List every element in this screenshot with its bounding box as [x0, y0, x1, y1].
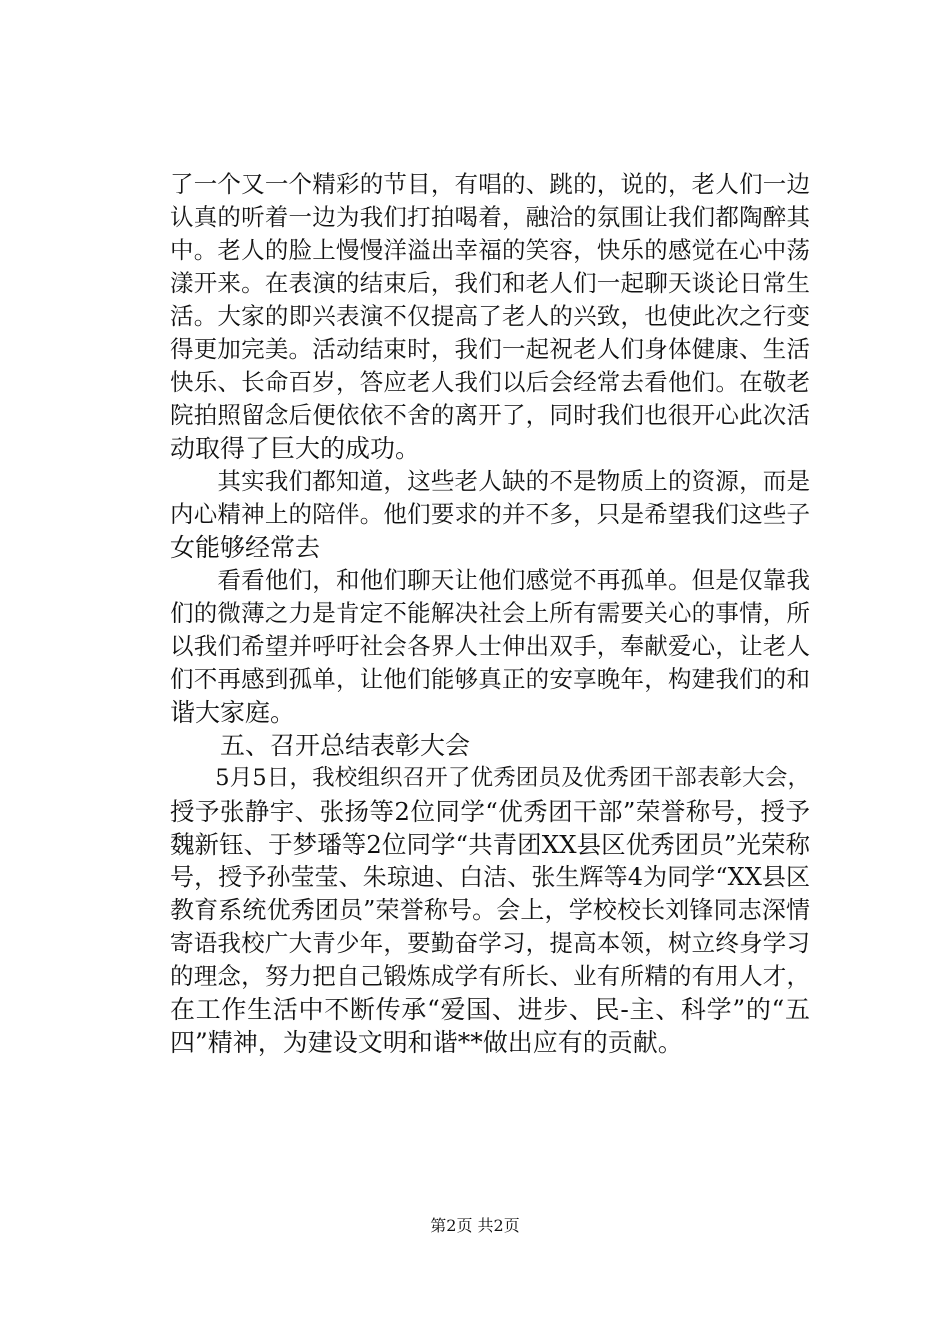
text-line: 看看他们，和他们聊天让他们感觉不再孤单。但是仅靠我	[170, 566, 810, 594]
page-footer: 第2页 共2页	[430, 1216, 520, 1235]
text-line: 其实我们都知道，这些老人缺的不是物质上的资源，而是	[170, 467, 810, 495]
text-line: 得更加完美。活动结束时，我们一起祝老人们身体健康、生活	[170, 335, 810, 363]
text-line: 内心精神上的陪伴。他们要求的并不多，只是希望我们这些子	[170, 500, 810, 528]
text-line: 院拍照留念后便依依不舍的离开了，同时我们也很开心此次活	[170, 401, 810, 429]
text-line: 授予张静宇、张扬等2位同学“优秀团干部”荣誉称号，授予	[170, 797, 810, 826]
text-line: 们不再感到孤单，让他们能够真正的安享晚年，构建我们的和	[170, 665, 810, 693]
text-line: 魏新钰、于梦璠等2位同学“共青团XX县区优秀团员”光荣称	[170, 830, 810, 859]
document-body	[170, 168, 810, 1059]
text-line: 活。大家的即兴表演不仅提高了老人的兴致，也使此次之行变	[170, 302, 810, 330]
text-line: 四”精神，为建设文明和谐**做出应有的贡献。	[170, 1028, 683, 1057]
text-line: 谐大家庭。	[170, 698, 296, 727]
text-line: 认真的听着一边为我们打拍喝着，融洽的氛围让我们都陶醉其	[170, 203, 810, 231]
text-line: 5月5日，我校组织召开了优秀团员及优秀团干部表彰大会，	[170, 765, 810, 791]
text-line: 快乐、长命百岁，答应老人我们以后会经常去看他们。在敬老	[170, 368, 810, 396]
text-line: 号，授予孙莹莹、朱琼迪、白洁、张生辉等4为同学“XX县区	[170, 863, 810, 891]
text-line: 的理念，努力把自己锻炼成学有所长、业有所精的有用人才，	[170, 962, 810, 990]
text-line: 女能够经常去	[170, 533, 321, 562]
text-line: 寄语我校广大青少年，要勤奋学习，提高本领，树立终身学习	[170, 929, 810, 957]
text-line: 漾开来。在表演的结束后，我们和老人们一起聊天谈论日常生	[170, 269, 810, 297]
text-line: 教育系统优秀团员”荣誉称号。会上，学校校长刘锋同志深情	[170, 896, 810, 924]
text-line: 了一个又一个精彩的节目，有唱的、跳的，说的，老人们一边	[170, 170, 810, 198]
text-line: 五、召开总结表彰大会	[170, 731, 471, 760]
text-line: 以我们希望并呼吁社会各界人士伸出双手，奉献爱心，让老人	[170, 632, 810, 660]
text-line: 中。老人的脸上慢慢洋溢出幸福的笑容，快乐的感觉在心中荡	[170, 236, 810, 264]
text-line: 动取得了巨大的成功。	[170, 434, 421, 463]
text-line: 们的微薄之力是肯定不能解决社会上所有需要关心的事情，所	[170, 599, 810, 627]
text-line: 在工作生活中不断传承“爱国、进步、民-主、科学”的“五	[170, 995, 810, 1024]
